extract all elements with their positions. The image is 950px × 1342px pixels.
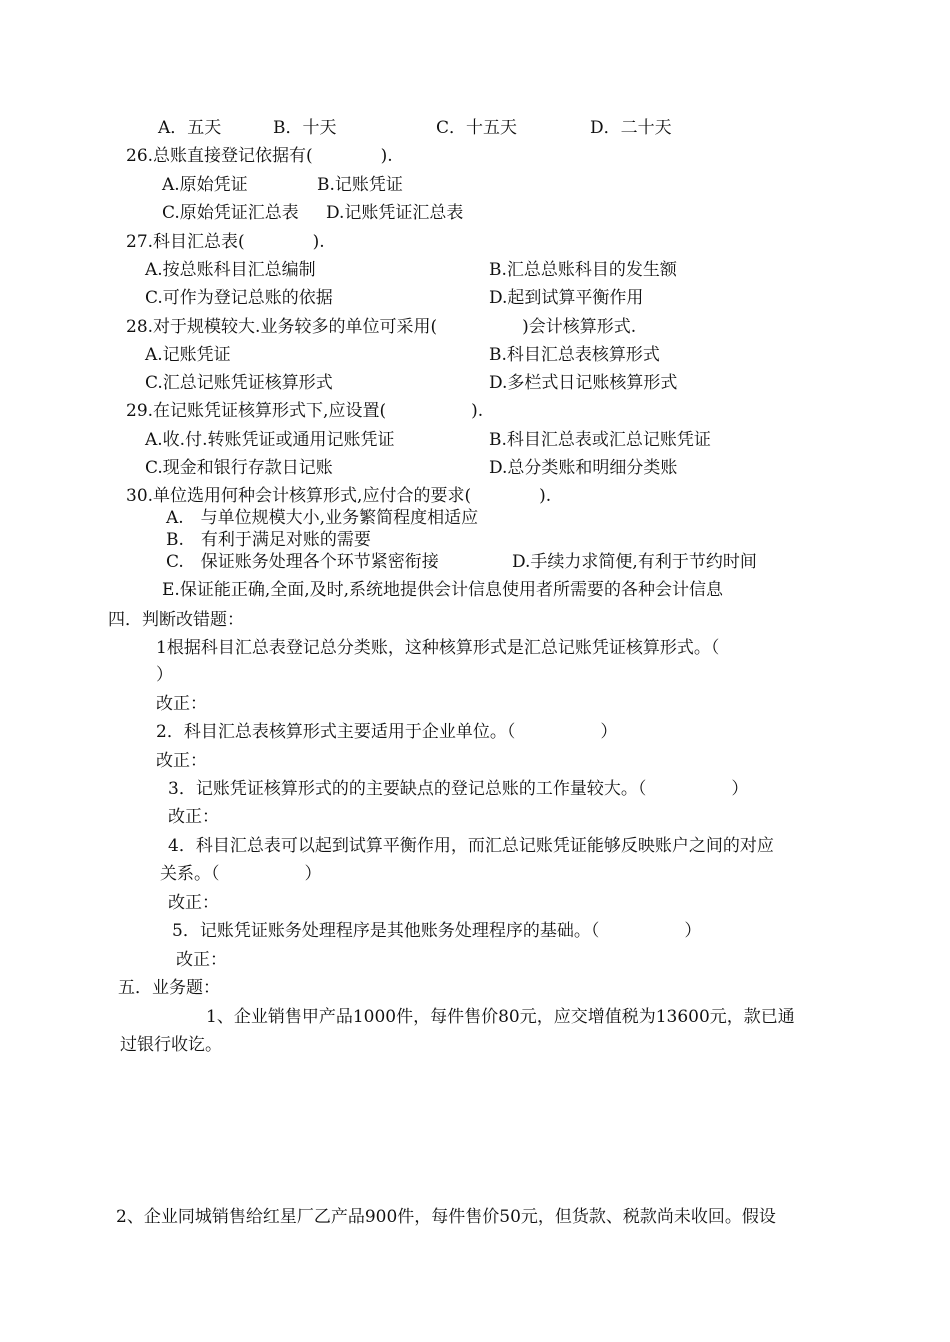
tf-item-1-fix: 改正： (156, 694, 207, 714)
tf-item-3-fix: 改正： (168, 807, 219, 827)
business-q1-line2: 过银行收讫。 (120, 1035, 222, 1055)
tf-item-4-cont: 关系。（ ） (160, 864, 322, 884)
q27-option-c: C.可作为登记总账的依据 (145, 288, 333, 308)
q30-option-d: D.手续力求简便,有利于节约时间 (512, 552, 757, 572)
q30-option-e: E.保证能正确,全面,及时,系统地提供会计信息使用者所需要的各种会计信息 (162, 580, 724, 600)
section5-heading: 五．业务题： (118, 978, 220, 998)
q28-stem: 28.对于规模较大.业务较多的单位可采用( )会计核算形式. (126, 317, 637, 337)
q28-option-b: B.科目汇总表核算形式 (489, 345, 660, 365)
tf-item-3: 3．记账凭证核算形式的的主要缺点的登记总账的工作量较大。（ ） (168, 779, 749, 799)
tf-item-5-fix: 改正： (176, 950, 227, 970)
q25-option-d: D．二十天 (590, 118, 672, 138)
q30-option-c: C. 保证账务处理各个环节紧密衔接 (166, 552, 439, 572)
q27-stem: 27.科目汇总表( ). (126, 232, 325, 252)
q29-option-b: B.科目汇总表或汇总记账凭证 (489, 430, 711, 450)
q27-option-a: A.按总账科目汇总编制 (145, 260, 316, 280)
q29-option-a: A.收.付.转账凭证或通用记账凭证 (145, 430, 395, 450)
q28-option-a: A.记账凭证 (145, 345, 231, 365)
tf-item-4-fix: 改正： (168, 893, 219, 913)
tf-item-1-cont: ） (156, 665, 173, 685)
q26-option-d: D.记账凭证汇总表 (326, 203, 464, 223)
q26-option-a: A.原始凭证 (162, 175, 248, 195)
tf-item-2: 2．科目汇总表核算形式主要适用于企业单位。（ ） (156, 722, 618, 742)
q30-option-b: B. 有利于满足对账的需要 (166, 530, 371, 550)
q29-option-c: C.现金和银行存款日记账 (145, 458, 333, 478)
q25-option-c: C．十五天 (436, 118, 518, 138)
q26-option-b: B.记账凭证 (317, 175, 403, 195)
q26-stem: 26.总账直接登记依据有( ). (126, 146, 393, 166)
q27-option-b: B.汇总总账科目的发生额 (489, 260, 677, 280)
section4-heading: 四．判断改错题： (108, 610, 244, 630)
q27-option-d: D.起到试算平衡作用 (489, 288, 644, 308)
q28-option-d: D.多栏式日记账核算形式 (489, 373, 678, 393)
q30-option-a: A. 与单位规模大小,业务繁简程度相适应 (166, 508, 479, 528)
tf-item-2-fix: 改正： (156, 751, 207, 771)
q28-option-c: C.汇总记账凭证核算形式 (145, 373, 333, 393)
q29-stem: 29.在记账凭证核算形式下,应设置( ). (126, 401, 484, 421)
business-q2-line1: 2、企业同城销售给红星厂乙产品900件，每件售价50元，但货款、税款尚未收回。假设 (116, 1207, 776, 1227)
q26-option-c: C.原始凭证汇总表 (162, 203, 299, 223)
q30-stem: 30.单位选用何种会计核算形式,应付合的要求( ). (126, 486, 552, 506)
q29-option-d: D.总分类账和明细分类账 (489, 458, 678, 478)
q25-option-a: A．五天 (158, 118, 222, 138)
business-q1-line1: 1、企业销售甲产品1000件，每件售价80元，应交增值税为13600元，款已通 (206, 1007, 795, 1027)
tf-item-1: 1根据科目汇总表登记总分类账，这种核算形式是汇总记账凭证核算形式。（ (156, 638, 720, 658)
tf-item-5: 5．记账凭证账务处理程序是其他账务处理程序的基础。（ ） (172, 921, 702, 941)
q25-option-b: B．十天 (273, 118, 337, 138)
tf-item-4: 4．科目汇总表可以起到试算平衡作用，而汇总记账凭证能够反映账户之间的对应 (168, 836, 774, 856)
